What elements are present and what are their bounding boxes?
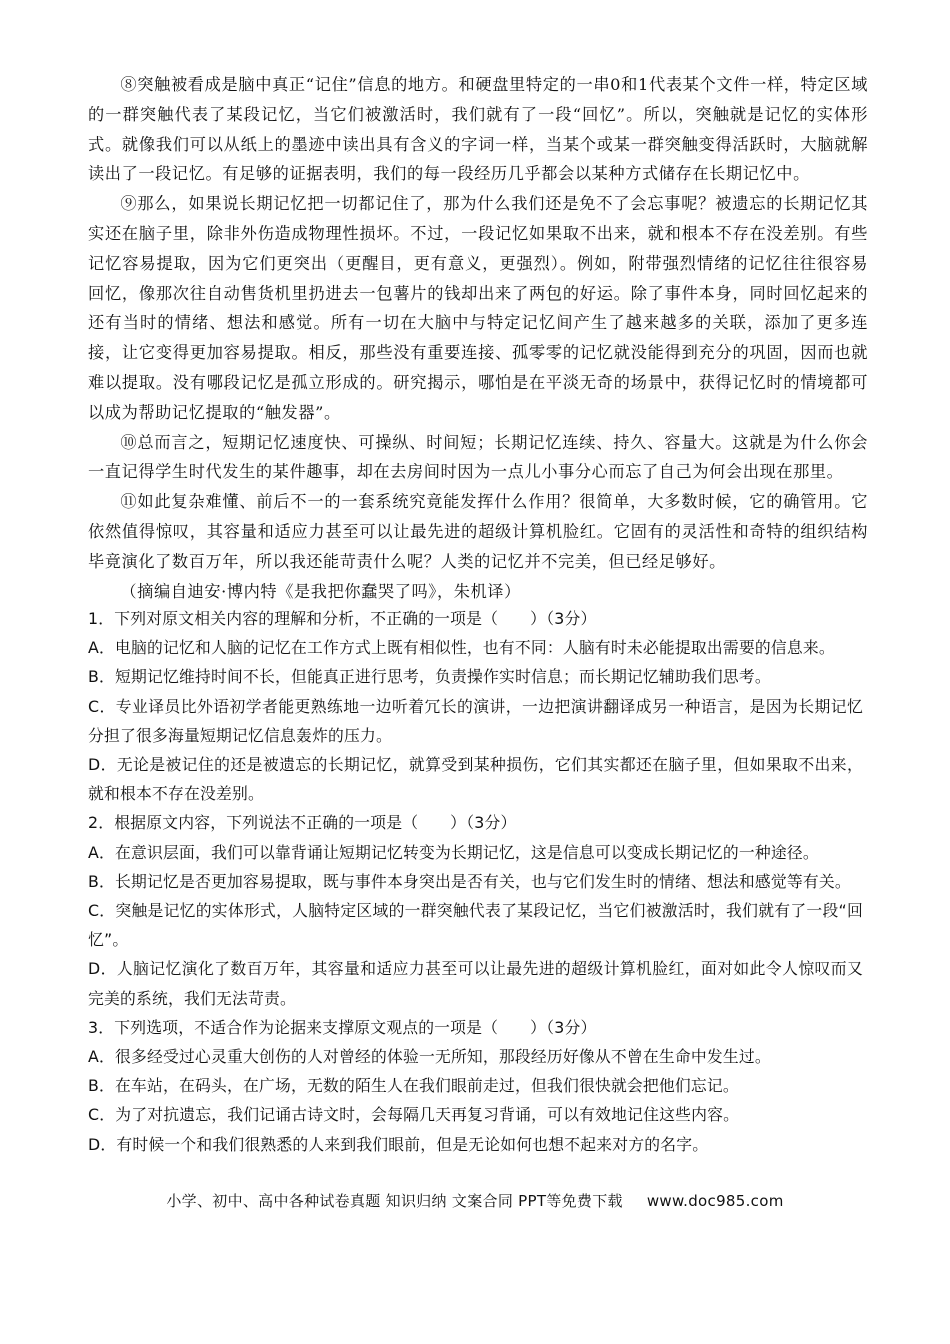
question-list <box>88 604 863 1159</box>
option-d[interactable]: D．人脑记忆演化了数百万年，其容量和适应力甚至可以让最先进的超级计算机脸红，面对如此令人惊叹而又完美的系统，我们无法苛责。 <box>88 959 863 1008</box>
question-2 <box>88 808 863 1012</box>
option-a[interactable]: A．在意识层面，我们可以靠背诵让短期记忆转变为长期记忆，这是信息可以变成长期记忆的一种途径。 <box>88 842 819 862</box>
option-b[interactable]: B．长期记忆是否更加容易提取，既与事件本身突出是否有关，也与它们发生时的情绪、想法和感觉等有关。 <box>88 871 851 891</box>
option-a[interactable]: A．很多经受过心灵重大创伤的人对曾经的体验一无所知，那段经历好像从不曾在生命中发生过。 <box>88 1047 771 1067</box>
question-stem: 2．根据原文内容，下列说法不正确的一项是（ ）（3分） <box>88 813 517 833</box>
option-b[interactable]: B．短期记忆维持时间不长，但能真正进行思考，负责操作实时信息；而长期记忆辅助我们思考。 <box>88 667 771 687</box>
passage-paragraph-11: ⑪如此复杂难懂、前后不一的一套系统究竟能发挥什么作用？很简单，大多数时候，它的确管用。它依然值得惊叹，其容量和适应力甚至可以让最先进的超级计算机脸红。它固有的灵活性和奇特的组织结构毕竟演化了数百万年，所以我还能苛责什么呢？人类的记忆并不完美，但已经足够好。 <box>88 492 868 571</box>
question-stem: 1．下列对原文相关内容的理解和分析，不正确的一项是（ ）（3分） <box>88 609 597 628</box>
option-c[interactable]: C．专业译员比外语初学者能更熟练地一边听着冗长的演讲，一边把演讲翻译成另一种语言，是因为长期记忆分担了很多海量短期记忆信息轰炸的压力。 <box>88 696 863 745</box>
footer-site-link[interactable]: www.doc985.com <box>646 1192 784 1210</box>
option-b[interactable]: B．在车站，在码头，在广场，无数的陌生人在我们眼前走过，但我们很快就会把他们忘记。 <box>88 1076 739 1096</box>
option-c[interactable]: C．为了对抗遗忘，我们记诵古诗文时，会每隔几天再复习背诵，可以有效地记住这些内容。 <box>88 1105 740 1125</box>
question-stem: 3．下列选项，不适合作为论据来支撑原文观点的一项是（ ）（3分） <box>88 1017 597 1037</box>
page-footer <box>0 1190 950 1211</box>
passage-paragraph-10: ⑩总而言之，短期记忆速度快、可操纵、时间短；长期记忆连续、持久、容量大。这就是为什么你会一直记得学生时代发生的某件趣事，却在去房间时因为一点儿小事分心而忘了自己为何会出现在那里。 <box>88 432 868 482</box>
question-1 <box>88 604 863 808</box>
passage-paragraph-9: ⑨那么，如果说长期记忆把一切都记住了，那为什么我们还是免不了会忘事呢？被遗忘的长期记忆其实还在脑子里，除非外伤造成物理性损坏。不过，一段记忆如果取不出来，就和根本不存在没差别。有些记忆容易提取，因为它们更突出（更醒目，更有意义，更强烈）。例如，附带强烈情绪的记忆往往很容易回忆，像那次往自动售货机里扔进去一包薯片的钱却出来了两包的好运。除了事件本身，同时回忆起来的还有当时的情绪、想法和感觉。所有一切在大脑中与特定记忆间产生了越来越多的关联，添加了更多连接，让它变得更加容易提取。相反，那些没有重要连接、孤零零的记忆就没能得到充分的巩固，因而也就难以提取。没有哪段记忆是孤立形成的。研究揭示，哪怕是在平淡无奇的场景中，获得记忆时的情境都可以成为帮助记忆提取的“触发器”。 <box>88 194 868 422</box>
passage-paragraph-8: ⑧突触被看成是脑中真正“记住”信息的地方。和硬盘里特定的一串0和1代表某个文件一样，特定区域的一群突触代表了某段记忆，当它们被激活时，我们就有了一段“回忆”。所以，突触就是记忆的实体形式。就像我们可以从纸上的墨迹中读出具有含义的字词一样，当某个或某一群突触变得活跃时，大脑就解读出了一段记忆。有足够的证据表明，我们的每一段经历几乎都会以某种方式储存在长期记忆中。 <box>88 75 868 184</box>
question-3 <box>88 1013 863 1159</box>
reading-passage <box>88 70 868 606</box>
option-c[interactable]: C．突触是记忆的实体形式，人脑特定区域的一群突触代表了某段记忆，当它们被激活时，我们就有了一段“回忆”。 <box>88 901 863 950</box>
passage-source: （摘编自迪安·博内特《是我把你蠢哭了吗》，朱机译） <box>120 581 521 601</box>
option-d[interactable]: D．无论是被记住的还是被遗忘的长期记忆，就算受到某种损伤，它们其实都还在脑子里，但如果取不出来，就和根本不存在没差别。 <box>88 755 863 804</box>
option-a[interactable]: A．电脑的记忆和人脑的记忆在工作方式上既有相似性，也有不同：人脑有时未必能提取出需要的信息来。 <box>88 638 835 658</box>
footer-text: 小学、初中、高中各种试卷真题 知识归纳 文案合同 PPT等免费下载 <box>166 1192 623 1210</box>
option-d[interactable]: D．有时候一个和我们很熟悉的人来到我们眼前，但是无论如何也想不起来对方的名字。 <box>88 1134 709 1154</box>
